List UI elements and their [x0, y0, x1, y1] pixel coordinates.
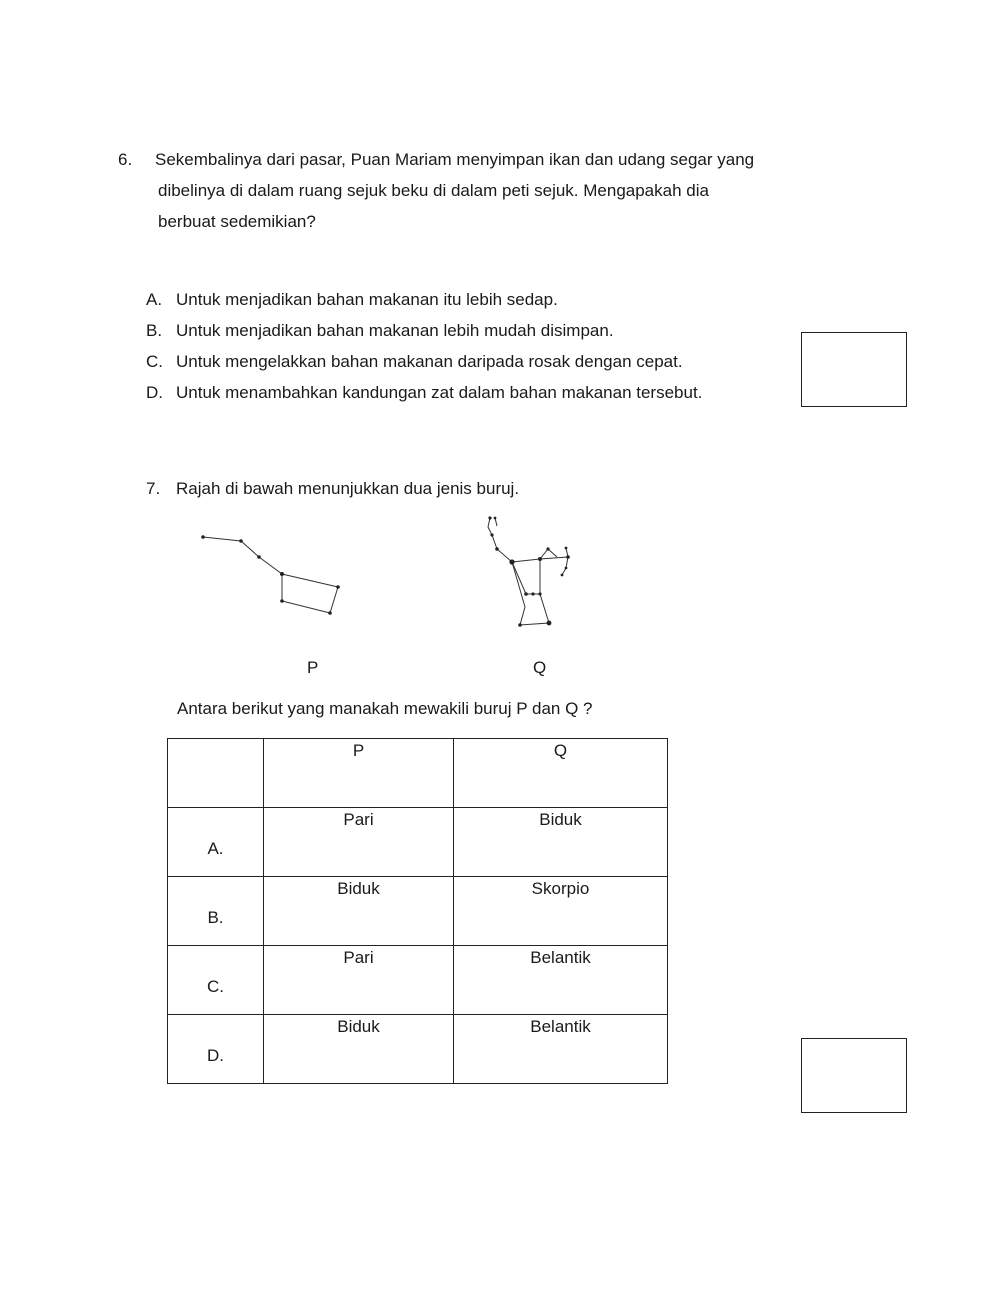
q6-stem-line-1: Sekembalinya dari pasar, Puan Mariam menyimpan ikan dan udang segar yang [155, 150, 755, 169]
table-row-c[interactable] [168, 946, 668, 1015]
table-header-empty [168, 739, 264, 808]
q6-number: 6. [118, 150, 133, 169]
constellation-p-figure [195, 528, 350, 618]
row-d-q: Belantik [454, 1015, 668, 1084]
row-d-label: D. [168, 1015, 264, 1084]
row-b-p: Biduk [264, 877, 454, 946]
q7-answer-box[interactable] [801, 1038, 907, 1113]
q6-option-d-text: Untuk menambahkan kandungan zat dalam bahan makanan tersebut. [176, 383, 703, 402]
row-a-q: Biduk [454, 808, 668, 877]
q7-question: Antara berikut yang manakah mewakili buruj P dan Q ? [177, 699, 593, 718]
constellation-q-label: Q [533, 658, 547, 677]
table-row-a[interactable] [168, 808, 668, 877]
table-row-b[interactable] [168, 877, 668, 946]
table-row-d[interactable] [168, 1015, 668, 1084]
q6-stem-line-2: dibelinya di dalam ruang sejuk beku di dalam peti sejuk. Mengapakah dia [158, 181, 709, 200]
table-header-q: Q [454, 739, 668, 808]
table-header-row [168, 739, 668, 808]
q6-option-c-text: Untuk mengelakkan bahan makanan daripada rosak dengan cepat. [176, 352, 683, 371]
row-c-p: Pari [264, 946, 454, 1015]
constellation-p-label: P [307, 658, 319, 677]
q6-stem-line-3: berbuat sedemikian? [158, 212, 316, 231]
row-c-q: Belantik [454, 946, 668, 1015]
row-c-label: C. [168, 946, 264, 1015]
row-a-label: A. [168, 808, 264, 877]
row-a-p: Pari [264, 808, 454, 877]
q6-option-b-text: Untuk menjadikan bahan makanan lebih mudah disimpan. [176, 321, 614, 340]
q6-answer-box[interactable] [801, 332, 907, 407]
q7-prompt: Rajah di bawah menunjukkan dua jenis buruj. [176, 479, 520, 498]
q7-number: 7. [146, 479, 161, 498]
q6-option-d-letter: D. [146, 383, 163, 402]
row-b-label: B. [168, 877, 264, 946]
q6-option-a-letter: A. [146, 290, 163, 309]
q6-option-c-letter: C. [146, 352, 163, 371]
row-b-q: Skorpio [454, 877, 668, 946]
q7-options-table [167, 738, 668, 1084]
table-header-p: P [264, 739, 454, 808]
q6-option-a-text: Untuk menjadikan bahan makanan itu lebih sedap. [176, 290, 558, 309]
constellation-q-figure [480, 512, 605, 642]
row-d-p: Biduk [264, 1015, 454, 1084]
q6-option-b-letter: B. [146, 321, 163, 340]
